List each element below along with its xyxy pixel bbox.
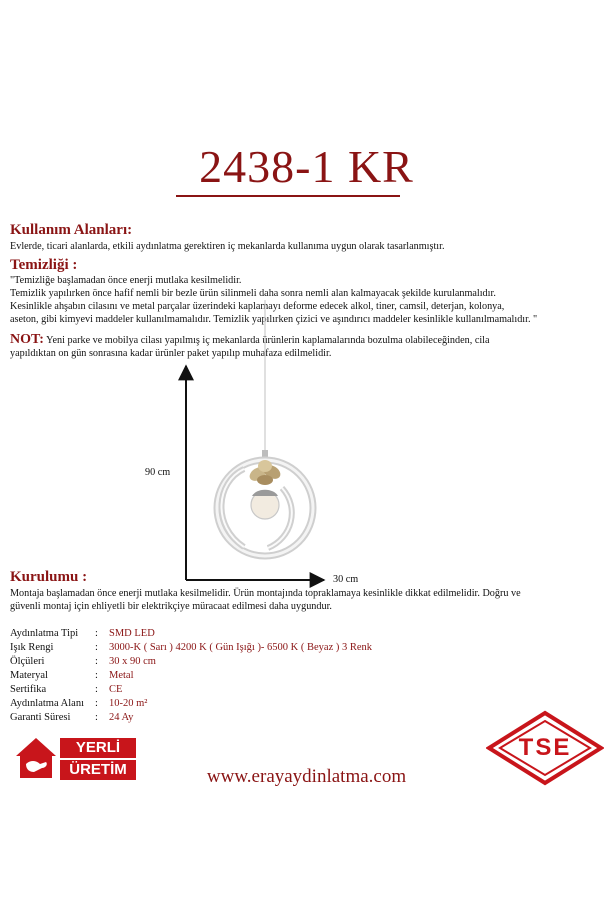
spec-value: SMD LED bbox=[109, 628, 155, 639]
spec-row bbox=[10, 670, 134, 681]
spec-row bbox=[10, 684, 122, 695]
spec-colon: : bbox=[95, 656, 98, 667]
spec-label: Ölçüleri bbox=[10, 656, 45, 667]
spec-label: Sertifika bbox=[10, 684, 47, 695]
pendant-lamp-illustration bbox=[217, 300, 313, 556]
spec-row bbox=[10, 698, 147, 709]
spec-colon: : bbox=[95, 698, 98, 709]
note-line-1: Yeni parke ve mobilya cilası yapılmış iç mekanlarda ürünlerin kaplamalarında bozulma olabileceğinden, cila bbox=[46, 335, 490, 346]
spec-value: CE bbox=[109, 684, 123, 695]
spec-colon: : bbox=[95, 684, 98, 695]
product-code-title: 2438-1 KR bbox=[199, 141, 414, 192]
cleaning-line: Temizlik yapılırken önce hafif nemli bir bezle ürün silinmeli daha sonra nemli alan kalmayacak şekilde kurulanmalıdır. bbox=[10, 288, 496, 299]
spec-label: Garanti Süresi bbox=[10, 712, 71, 723]
spec-value: Metal bbox=[109, 670, 134, 681]
usage-text: Evlerde, ticari alanlarda, etkili aydınlatma gerektiren iç mekanlarda kullanıma uygun olarak tasarlanmıştır. bbox=[10, 241, 445, 252]
note-line-2: yapıldıktan on gün sonrasına kadar ürünler paket yapılıp muhafaza edilmelidir. bbox=[10, 348, 332, 359]
spec-value: 3000-K ( Sarı ) 4200 K ( Gün Işığı )- 6500 K ( Beyaz ) 3 Renk bbox=[109, 642, 373, 653]
spec-row bbox=[10, 628, 155, 639]
uretim-text: ÜRETİM bbox=[69, 761, 127, 778]
spec-label: Aydınlatma Alanı bbox=[10, 698, 84, 709]
yerli-text: YERLİ bbox=[75, 739, 121, 756]
spec-value: 10-20 m² bbox=[109, 698, 148, 709]
note-label: NOT: bbox=[10, 332, 44, 347]
spec-row bbox=[10, 656, 156, 667]
cleaning-line: "Temizliğe başlamadan önce enerji mutlaka kesilmelidir. bbox=[10, 275, 242, 286]
website-link[interactable]: www.erayaydinlatma.com bbox=[206, 766, 407, 787]
cleaning-line: Kesinlikle ahşabın cilasını ve metal parçalar üzerindeki kaplamayı deforme edecek alkol, tiner, camsil, deterjan, kolonya, bbox=[10, 301, 505, 312]
tse-text: TSE bbox=[518, 734, 572, 761]
spec-value: 30 x 90 cm bbox=[109, 656, 156, 667]
installation-text bbox=[10, 587, 608, 613]
spec-colon: : bbox=[95, 642, 98, 653]
spec-row bbox=[10, 642, 372, 653]
spec-label: Işık Rengi bbox=[10, 642, 54, 653]
spec-row bbox=[10, 712, 133, 723]
usage-heading: Kullanım Alanları: bbox=[10, 222, 133, 238]
spec-colon: : bbox=[95, 670, 98, 681]
spec-value: 24 Ay bbox=[109, 712, 134, 723]
cleaning-heading: Temizliği : bbox=[10, 257, 78, 273]
installation-line-1: Montaja başlamadan önce enerji mutlaka kesilmelidir. Ürün montajında topraklamaya kesinlikle dikkat edilmelidir. Doğru ve bbox=[10, 588, 521, 599]
spec-label: Materyal bbox=[10, 670, 48, 681]
spec-label: Aydınlatma Tipi bbox=[10, 628, 79, 639]
installation-line-2: güvenli montaj için ehliyetli bir elektrikçiye müracaat edilmesi daha uygundur. bbox=[10, 601, 332, 612]
installation-heading: Kurulumu : bbox=[10, 569, 88, 585]
width-dimension-label: 30 cm bbox=[333, 574, 359, 585]
height-dimension-label: 90 cm bbox=[145, 467, 171, 478]
spec-colon: : bbox=[95, 712, 98, 723]
cleaning-line: aseton, gibi kimyevi maddeler kullanılmamalıdır. Temizlik yapılırken çizici ve aşındırıcı maddeler kesinlikle kullanılmamalıdır. " bbox=[10, 314, 538, 325]
tse-certification-logo bbox=[486, 710, 604, 786]
spec-colon: : bbox=[95, 628, 98, 639]
